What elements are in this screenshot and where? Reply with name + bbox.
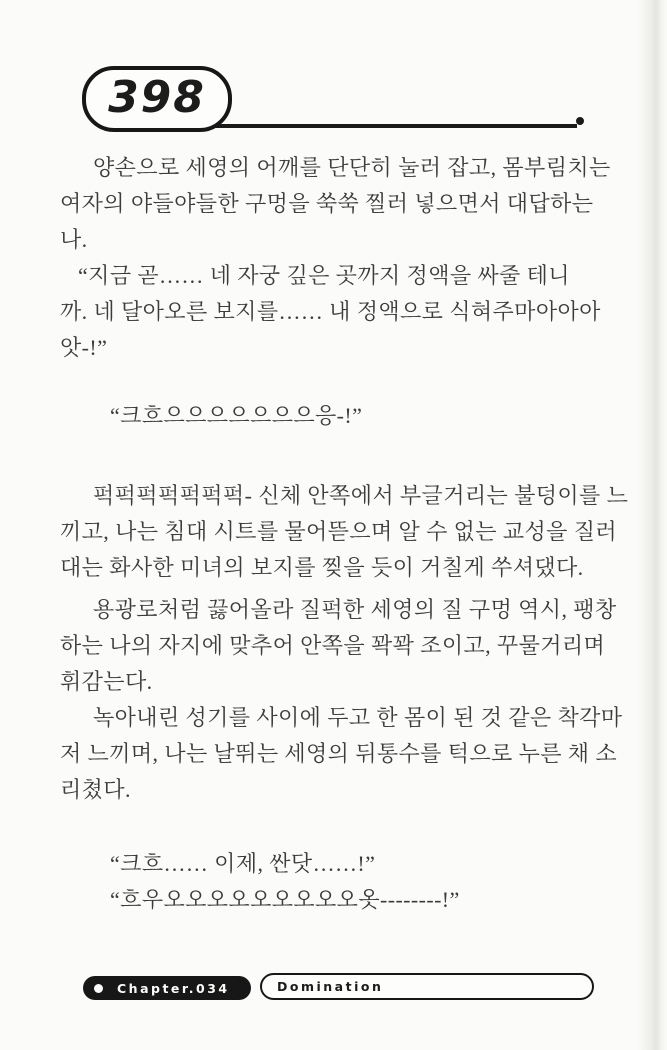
- text-line: 저 느끼며, 나는 날뛰는 세영의 뒤통수를 턱으로 누른 채 소: [60, 741, 617, 766]
- paragraph: [60, 150, 612, 258]
- header-rule: [205, 124, 577, 128]
- page-number: 398: [108, 71, 206, 123]
- text-line: 앗-!”: [60, 335, 108, 360]
- body-text: [60, 150, 629, 918]
- paragraph: [60, 846, 612, 918]
- text-line: “크흐…… 이제, 싼닷……!”: [110, 851, 376, 876]
- text-line: 용광로처럼 끓어올라 질퍽한 세영의 질 구멍 역시, 팽창: [93, 597, 617, 622]
- chapter-label: Chapter.034: [117, 980, 230, 996]
- paragraph: [60, 258, 612, 366]
- text-line: “흐우오오오오오오오오오옷--------!”: [110, 887, 460, 912]
- series-badge: [260, 973, 594, 1000]
- text-line: 까. 네 달아오른 보지를…… 내 정액으로 식혀주마아아아: [60, 299, 601, 324]
- paragraph: [60, 478, 629, 586]
- paragraph: [60, 398, 612, 434]
- paragraph: [60, 592, 617, 700]
- bullet-dot-icon: [94, 984, 103, 993]
- text-line: 대는 화사한 미녀의 보지를 찢을 듯이 거칠게 쑤셔댔다.: [60, 555, 584, 580]
- header-rule-end-ring-icon: [576, 117, 584, 125]
- text-line: 휘감는다.: [60, 669, 153, 694]
- text-line: “지금 곧…… 네 자궁 깊은 곳까지 정액을 싸줄 테니: [78, 263, 570, 288]
- series-label: Domination: [277, 979, 384, 994]
- text-line: 여자의 야들야들한 구멍을 쑥쑥 찔러 넣으면서 대답하는: [60, 191, 594, 216]
- page-edge-shadow: [637, 0, 667, 1050]
- page-number-badge: [82, 66, 232, 132]
- text-line: 하는 나의 자지에 맞추어 안쪽을 꽉꽉 조이고, 꾸물거리며: [60, 633, 606, 658]
- chapter-badge: [83, 976, 251, 1000]
- text-line: 리쳤다.: [60, 777, 131, 802]
- text-line: 녹아내린 성기를 사이에 두고 한 몸이 된 것 같은 착각마: [93, 705, 623, 730]
- text-line: 퍽퍽퍽퍽퍽퍽퍽- 신체 안쪽에서 부글거리는 불덩이를 느: [93, 483, 629, 508]
- text-line: 나.: [60, 227, 88, 252]
- text-line: 양손으로 세영의 어깨를 단단히 눌러 잡고, 몸부림치는: [93, 155, 611, 180]
- paragraph: [60, 700, 623, 808]
- text-line: 끼고, 나는 침대 시트를 물어뜯으며 알 수 없는 교성을 질러: [60, 519, 617, 544]
- text-line: “크흐으으으으으으으응-!”: [110, 403, 363, 428]
